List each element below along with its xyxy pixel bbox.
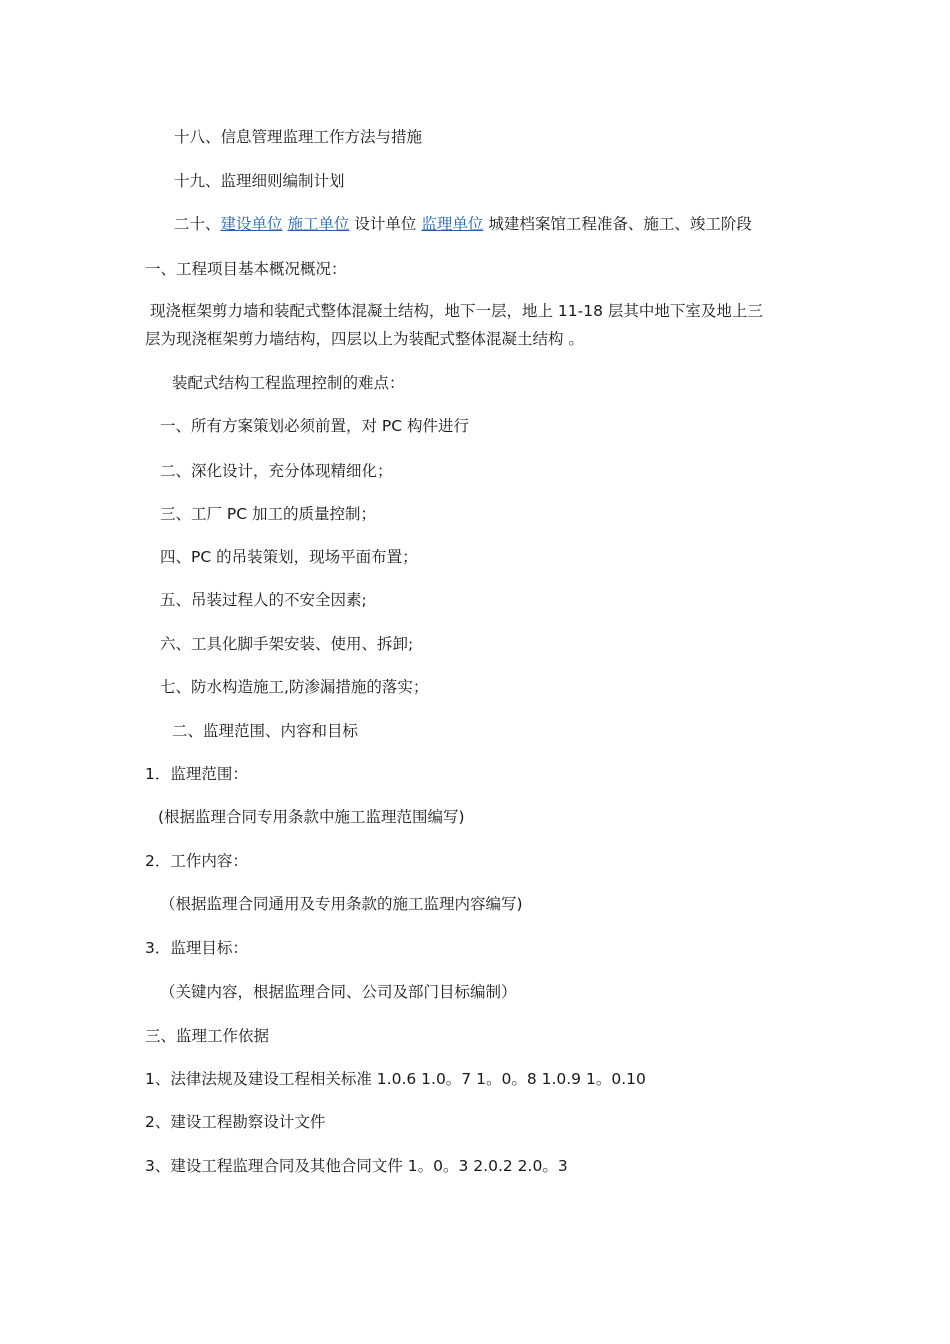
- difficulty-item: 四、PC 的吊装策划，现场平面布置；: [160, 548, 418, 566]
- section-1-heading: 一、工程项目基本概况概况：: [145, 260, 347, 278]
- archive-stage-text: 城建档案馆工程准备、施工、竣工阶段: [488, 215, 752, 233]
- content-note: （根据监理合同通用及专用条款的施工监理内容编写): [160, 895, 523, 913]
- section-3-heading: 三、监理工作依据: [145, 1027, 270, 1045]
- difficulty-item: 二、深化设计，充分体现精细化；: [160, 462, 393, 480]
- toc-item-20-prefix: 二十、: [174, 215, 221, 233]
- content-label: 2．工作内容：: [145, 852, 248, 870]
- section-2-heading: 二、监理范围、内容和目标: [172, 722, 359, 740]
- overview-paragraph-line-2: 层为现浇框架剪力墙结构，四层以上为装配式整体混凝土结构 。: [145, 330, 584, 348]
- toc-item-18: 十八、信息管理监理工作方法与措施: [174, 128, 423, 146]
- basis-item-2: 2、建设工程勘察设计文件: [145, 1113, 326, 1131]
- difficulty-item: 七、防水构造施工,防渗漏措施的落实；: [160, 678, 429, 696]
- link-construction-unit[interactable]: 建设单位: [220, 215, 283, 233]
- difficulty-item: 三、工厂 PC 加工的质量控制；: [160, 505, 377, 523]
- scope-label: 1．监理范围：: [145, 765, 248, 783]
- design-unit-text: 设计单位: [354, 215, 417, 233]
- toc-item-20: [174, 213, 752, 235]
- target-label: 3．监理目标：: [145, 939, 248, 957]
- basis-item-3: 3、建设工程监理合同及其他合同文件 1。0。3 2.0.2 2.0。3: [145, 1157, 568, 1175]
- difficulty-item: 六、工具化脚手架安装、使用、拆卸;: [160, 635, 414, 653]
- difficulty-title: 装配式结构工程监理控制的难点：: [172, 374, 405, 392]
- difficulty-item: 五、吊装过程人的不安全因素;: [160, 591, 367, 609]
- scope-note: (根据监理合同专用条款中施工监理范围编写): [158, 808, 465, 826]
- difficulty-item: 一、所有方案策划必须前置，对 PC 构件进行: [160, 417, 470, 435]
- basis-item-1: 1、法律法规及建设工程相关标准 1.0.6 1.0。7 1。0。8 1.0.9 1。0.10: [145, 1070, 646, 1088]
- target-note: （关键内容，根据监理合同、公司及部门目标编制）: [160, 983, 517, 1001]
- link-supervision-unit[interactable]: 监理单位: [421, 215, 484, 233]
- link-builder-unit[interactable]: 施工单位: [287, 215, 350, 233]
- overview-paragraph-line-1: 现浇框架剪力墙和装配式整体混凝土结构，地下一层，地上 11-18 层其中地下室及地上三: [150, 302, 763, 320]
- toc-item-19: 十九、监理细则编制计划: [174, 172, 345, 190]
